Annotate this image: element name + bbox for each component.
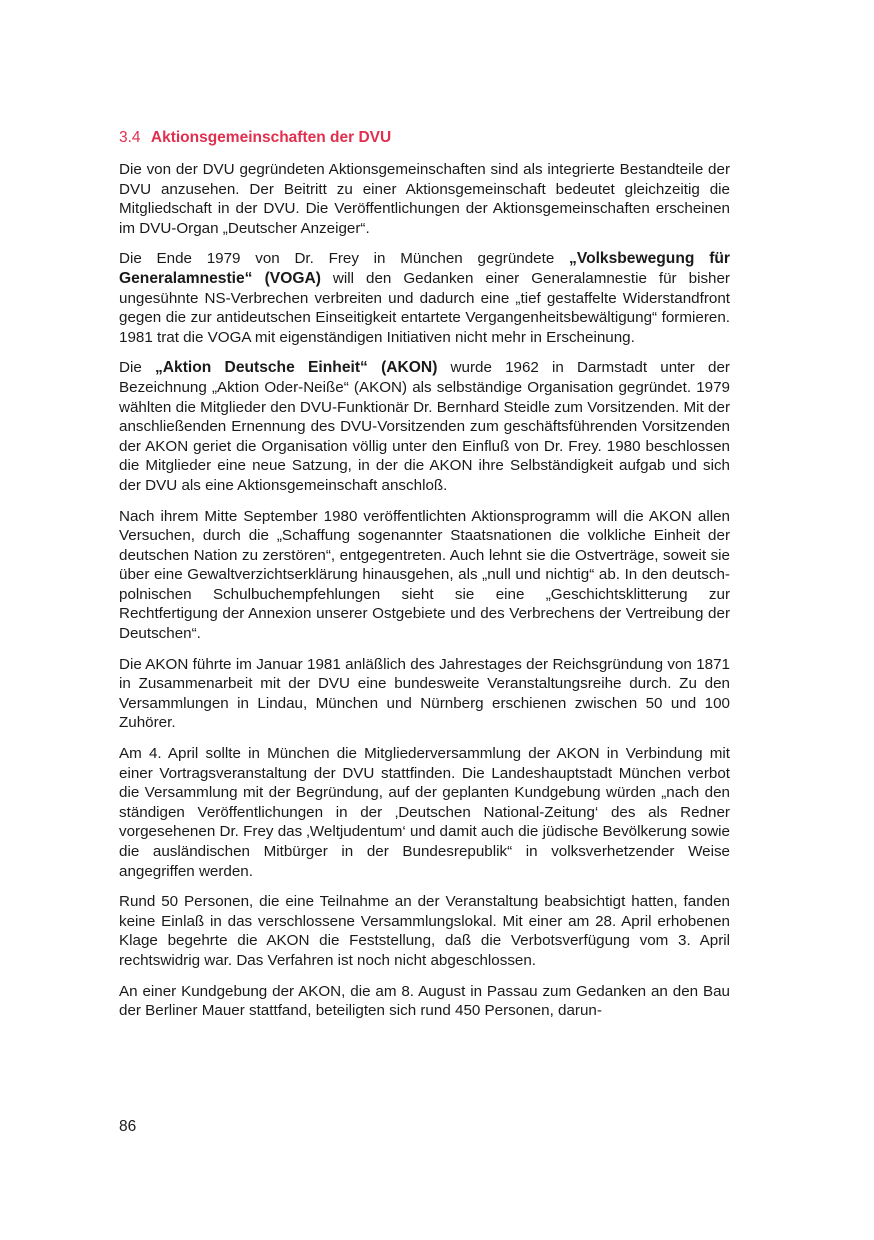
paragraph: [119, 507, 730, 644]
page-number: 86: [119, 1118, 137, 1135]
section-heading: [119, 128, 730, 148]
section-title: Aktionsgemeinschaften der DVU: [150, 129, 392, 146]
paragraph-list: [119, 160, 730, 1021]
paragraph: [119, 744, 730, 881]
paragraph-text: An einer Kundgebung der AKON, die am 8. August in Passau zum Gedanken an den Bau der Berliner Mauer stattfand, beteiligten sich rund 450 Personen, darun-: [119, 982, 730, 1020]
paragraph-text: Die von der DVU gegründeten Aktionsgemeinschaften sind als integrierte Bestandteile der DVU anzusehen. Der Beitritt zu einer Aktionsgemeinschaft bedeutet gleichzeitig die Mitgliedschaft in der DVU. Die Veröffentlichungen der Aktionsgemeinschaften erscheinen im DVU-Organ „Deutscher Anzeiger“.: [119, 161, 730, 237]
paragraph: [119, 892, 730, 970]
paragraph: [119, 249, 730, 347]
paragraph: [119, 358, 730, 495]
paragraph: [119, 982, 730, 1021]
bold-term: „Volksbewegung für Generalamnestie“ (VOGA): [119, 250, 731, 287]
paragraph-text: will den Gedanken einer Generalamnestie für bisher ungesühnte NS-Verbrechen verbreiten und dadurch eine „tief gestaffelte Widerstandfront gegen die zur antideutschen Einseitigkeit entartete Vergangenheitsbewältigung“ formieren. 1981 trat die VOGA mit eigenständigen Initiativen nicht mehr in Erscheinung.: [119, 269, 730, 346]
paragraph-text: Die Ende 1979 von Dr. Frey in München gegründete: [119, 250, 570, 268]
section-number: 3.4: [119, 129, 141, 146]
paragraph-text: Die: [119, 359, 155, 377]
document-body: [119, 128, 730, 1032]
paragraph-text: Nach ihrem Mitte September 1980 veröffentlichten Aktionsprogramm will die AKON allen Versuchen, durch die „Schaffung sogenannter Staatsnationen die volkliche Einheit der deutschen Nation zu zerstören“, entgegentreten. Auch lehnt sie die Ostverträge, soweit sie über eine Gewaltverzichtserklärung hinausgehen, als „null und nichtig“ ab. In den deutsch-polnischen Schulbuchempfehlungen sieht sie eine „Geschichtsklitterung zur Rechtfertigung der Annexion unserer Ostgebiete und des Verbrechens der Vertreibung der Deutschen“.: [119, 507, 730, 643]
paragraph-text: wurde 1962 in Darmstadt unter der Bezeichnung „Aktion Oder-Neiße“ (AKON) als selbständige Organisation gegründet. 1979 wählten die Mitglieder den DVU-Funktionär Dr. Bernhard Steidle zum Vorsitzenden. Mit der anschließenden Ernennung des DVU-Vorsitzenden zum geschäftsführenden Vorsitzenden der AKON geriet die Organisation völlig unter den Einfluß von Dr. Frey. 1980 beschlossen die Mitglieder eine neue Satzung, in der die AKON ihre Selbständigkeit aufgab und sich der DVU als eine Aktionsgemeinschaft anschloß.: [119, 359, 730, 494]
bold-term: „Aktion Deutsche Einheit“ (AKON): [154, 359, 438, 377]
paragraph-text: Rund 50 Personen, die eine Teilnahme an der Veranstaltung beabsichtigt hatten, fanden keine Einlaß in das verschlossene Versammlungslokal. Mit einer am 28. April erhobenen Klage begehrte die AKON die Feststellung, daß die Verbotsverfügung vom 3. April rechtswidrig war. Das Verfahren ist noch nicht abgeschlossen.: [119, 893, 730, 969]
paragraph: [119, 655, 730, 733]
paragraph-text: Die AKON führte im Januar 1981 anläßlich des Jahrestages der Reichsgründung von 1871 in Zusammenarbeit mit der DVU eine bundesweite Veranstaltungsreihe durch. Zu den Versammlungen in Lindau, München und Nürnberg erschienen zwischen 50 und 100 Zuhörer.: [119, 655, 730, 732]
paragraph-text: Am 4. April sollte in München die Mitgliederversammlung der AKON in Verbindung mit einer Vortragsveranstaltung der DVU stattfinden. Die Landeshauptstadt München verbot die Versammlung mit der Begründung, auf der geplanten Kundgebung würden „nach den ständigen Veröffentlichungen in der ‚Deutschen National-Zeitung‘ des als Redner vorgesehenen Dr. Frey das ‚Weltjudentum‘ und damit auch die jüdische Bevölkerung sowie die ausländischen Mitbürger in der Bundesrepublik“ in volksverhetzender Weise angegriffen werden.: [119, 745, 730, 880]
paragraph: [119, 160, 730, 238]
